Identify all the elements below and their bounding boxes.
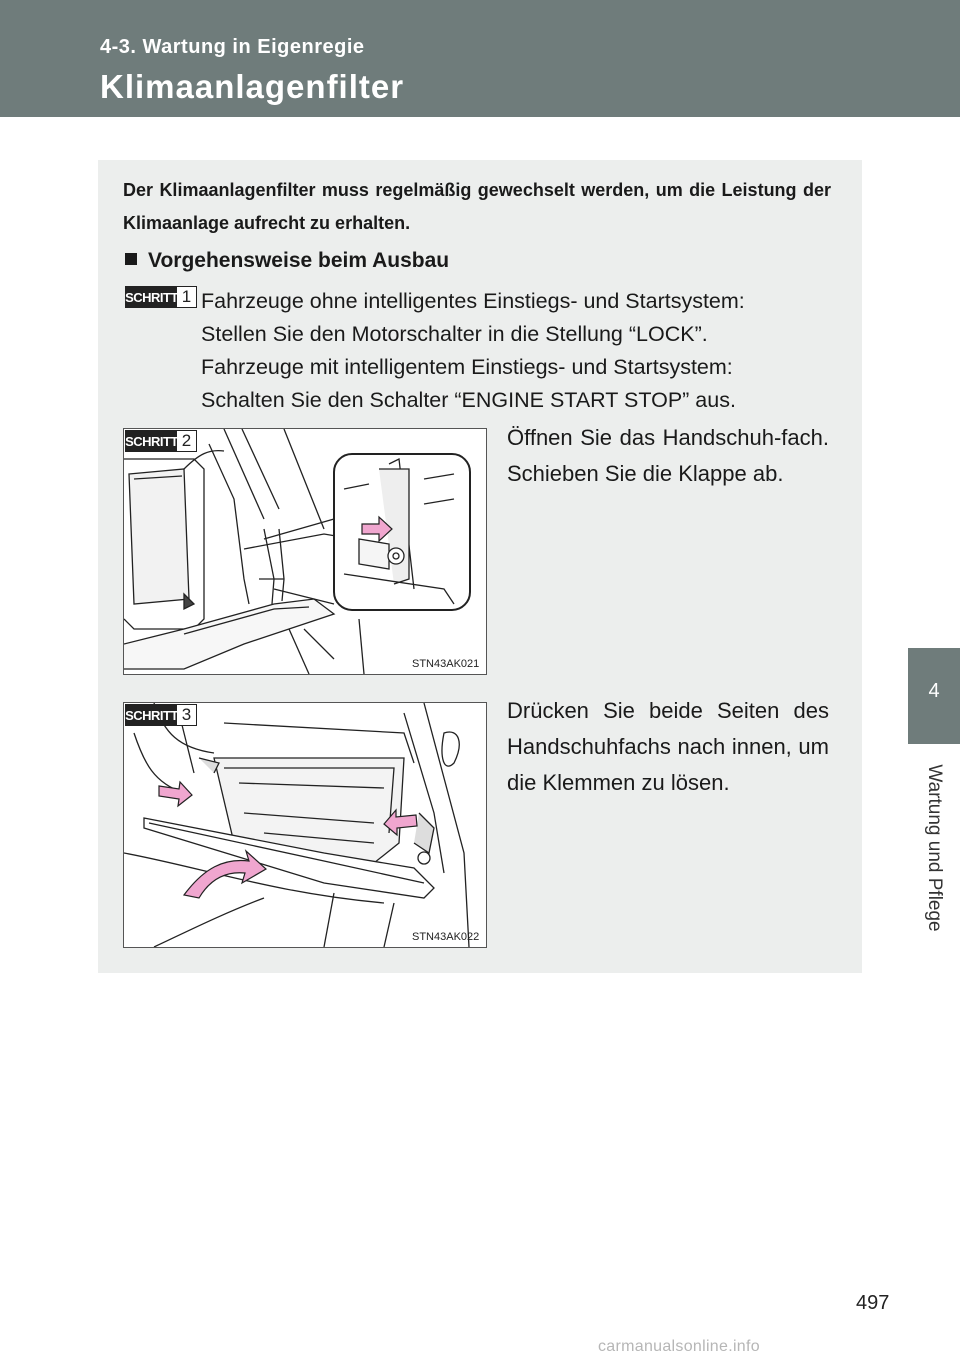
lower-lid-arrow-icon bbox=[184, 851, 266, 898]
step-badge-1 bbox=[125, 286, 197, 308]
bullet-square-icon bbox=[125, 253, 137, 265]
step-badge-word: SCHRITT bbox=[126, 287, 177, 307]
step-1-line: Fahrzeuge ohne intelligentes Einstiegs- und Startsystem: bbox=[201, 289, 745, 313]
step-2-text: Öffnen Sie das Handschuh-fach. Schieben Sie die Klappe ab. bbox=[507, 425, 829, 486]
step-1-line: Stellen Sie den Motorschalter in die Stellung “LOCK”. bbox=[201, 322, 708, 346]
step-badge-number: 2 bbox=[181, 431, 192, 450]
glovebox-release-illustration bbox=[124, 703, 486, 947]
push-arrow-icon bbox=[159, 782, 192, 806]
figure-code-2: STN43AK021 bbox=[412, 658, 480, 670]
figure-code-3: STN43AK022 bbox=[412, 931, 480, 943]
chapter-tab[interactable] bbox=[908, 648, 960, 744]
glovebox-clip-illustration bbox=[124, 429, 486, 674]
chapter-tab-title: Wartung und Pflege bbox=[924, 764, 945, 932]
page-title: Klimaanlagenfilter bbox=[100, 68, 405, 105]
intro-paragraph: Der Klimaanlagenfilter muss regelmäßig gewechselt werden, um die Leistung der Klimaanlage aufrecht zu erhalten. bbox=[123, 180, 831, 233]
watermark: carmanualsonline.info bbox=[598, 1338, 760, 1355]
chapter-tab-number: 4 bbox=[928, 680, 940, 702]
step-badge-3 bbox=[125, 704, 197, 726]
page-number: 497 bbox=[856, 1292, 890, 1314]
step-2-figure bbox=[123, 428, 487, 675]
step-3-text: Drücken Sie beide Seiten des Handschuhfachs nach innen, um die Klemmen zu lösen. bbox=[507, 698, 829, 795]
chapter-header bbox=[0, 0, 960, 117]
step-1-text bbox=[201, 285, 841, 417]
step-badge-word: SCHRITT bbox=[126, 431, 177, 451]
step-1-line: Schalten Sie den Schalter “ENGINE START STOP” aus. bbox=[201, 388, 736, 412]
step-1-line: Fahrzeuge mit intelligentem Einstiegs- und Startsystem: bbox=[201, 355, 733, 379]
step-badge-number: 3 bbox=[181, 705, 192, 724]
subheading-text: Vorgehensweise beim Ausbau bbox=[148, 249, 450, 272]
step-badge-2 bbox=[125, 430, 197, 452]
step-3-figure bbox=[123, 702, 487, 948]
section-label: 4-3. Wartung in Eigenregie bbox=[100, 36, 365, 58]
step-badge-word: SCHRITT bbox=[126, 705, 177, 725]
step-badge-number: 1 bbox=[181, 287, 192, 306]
subheading bbox=[125, 249, 449, 273]
